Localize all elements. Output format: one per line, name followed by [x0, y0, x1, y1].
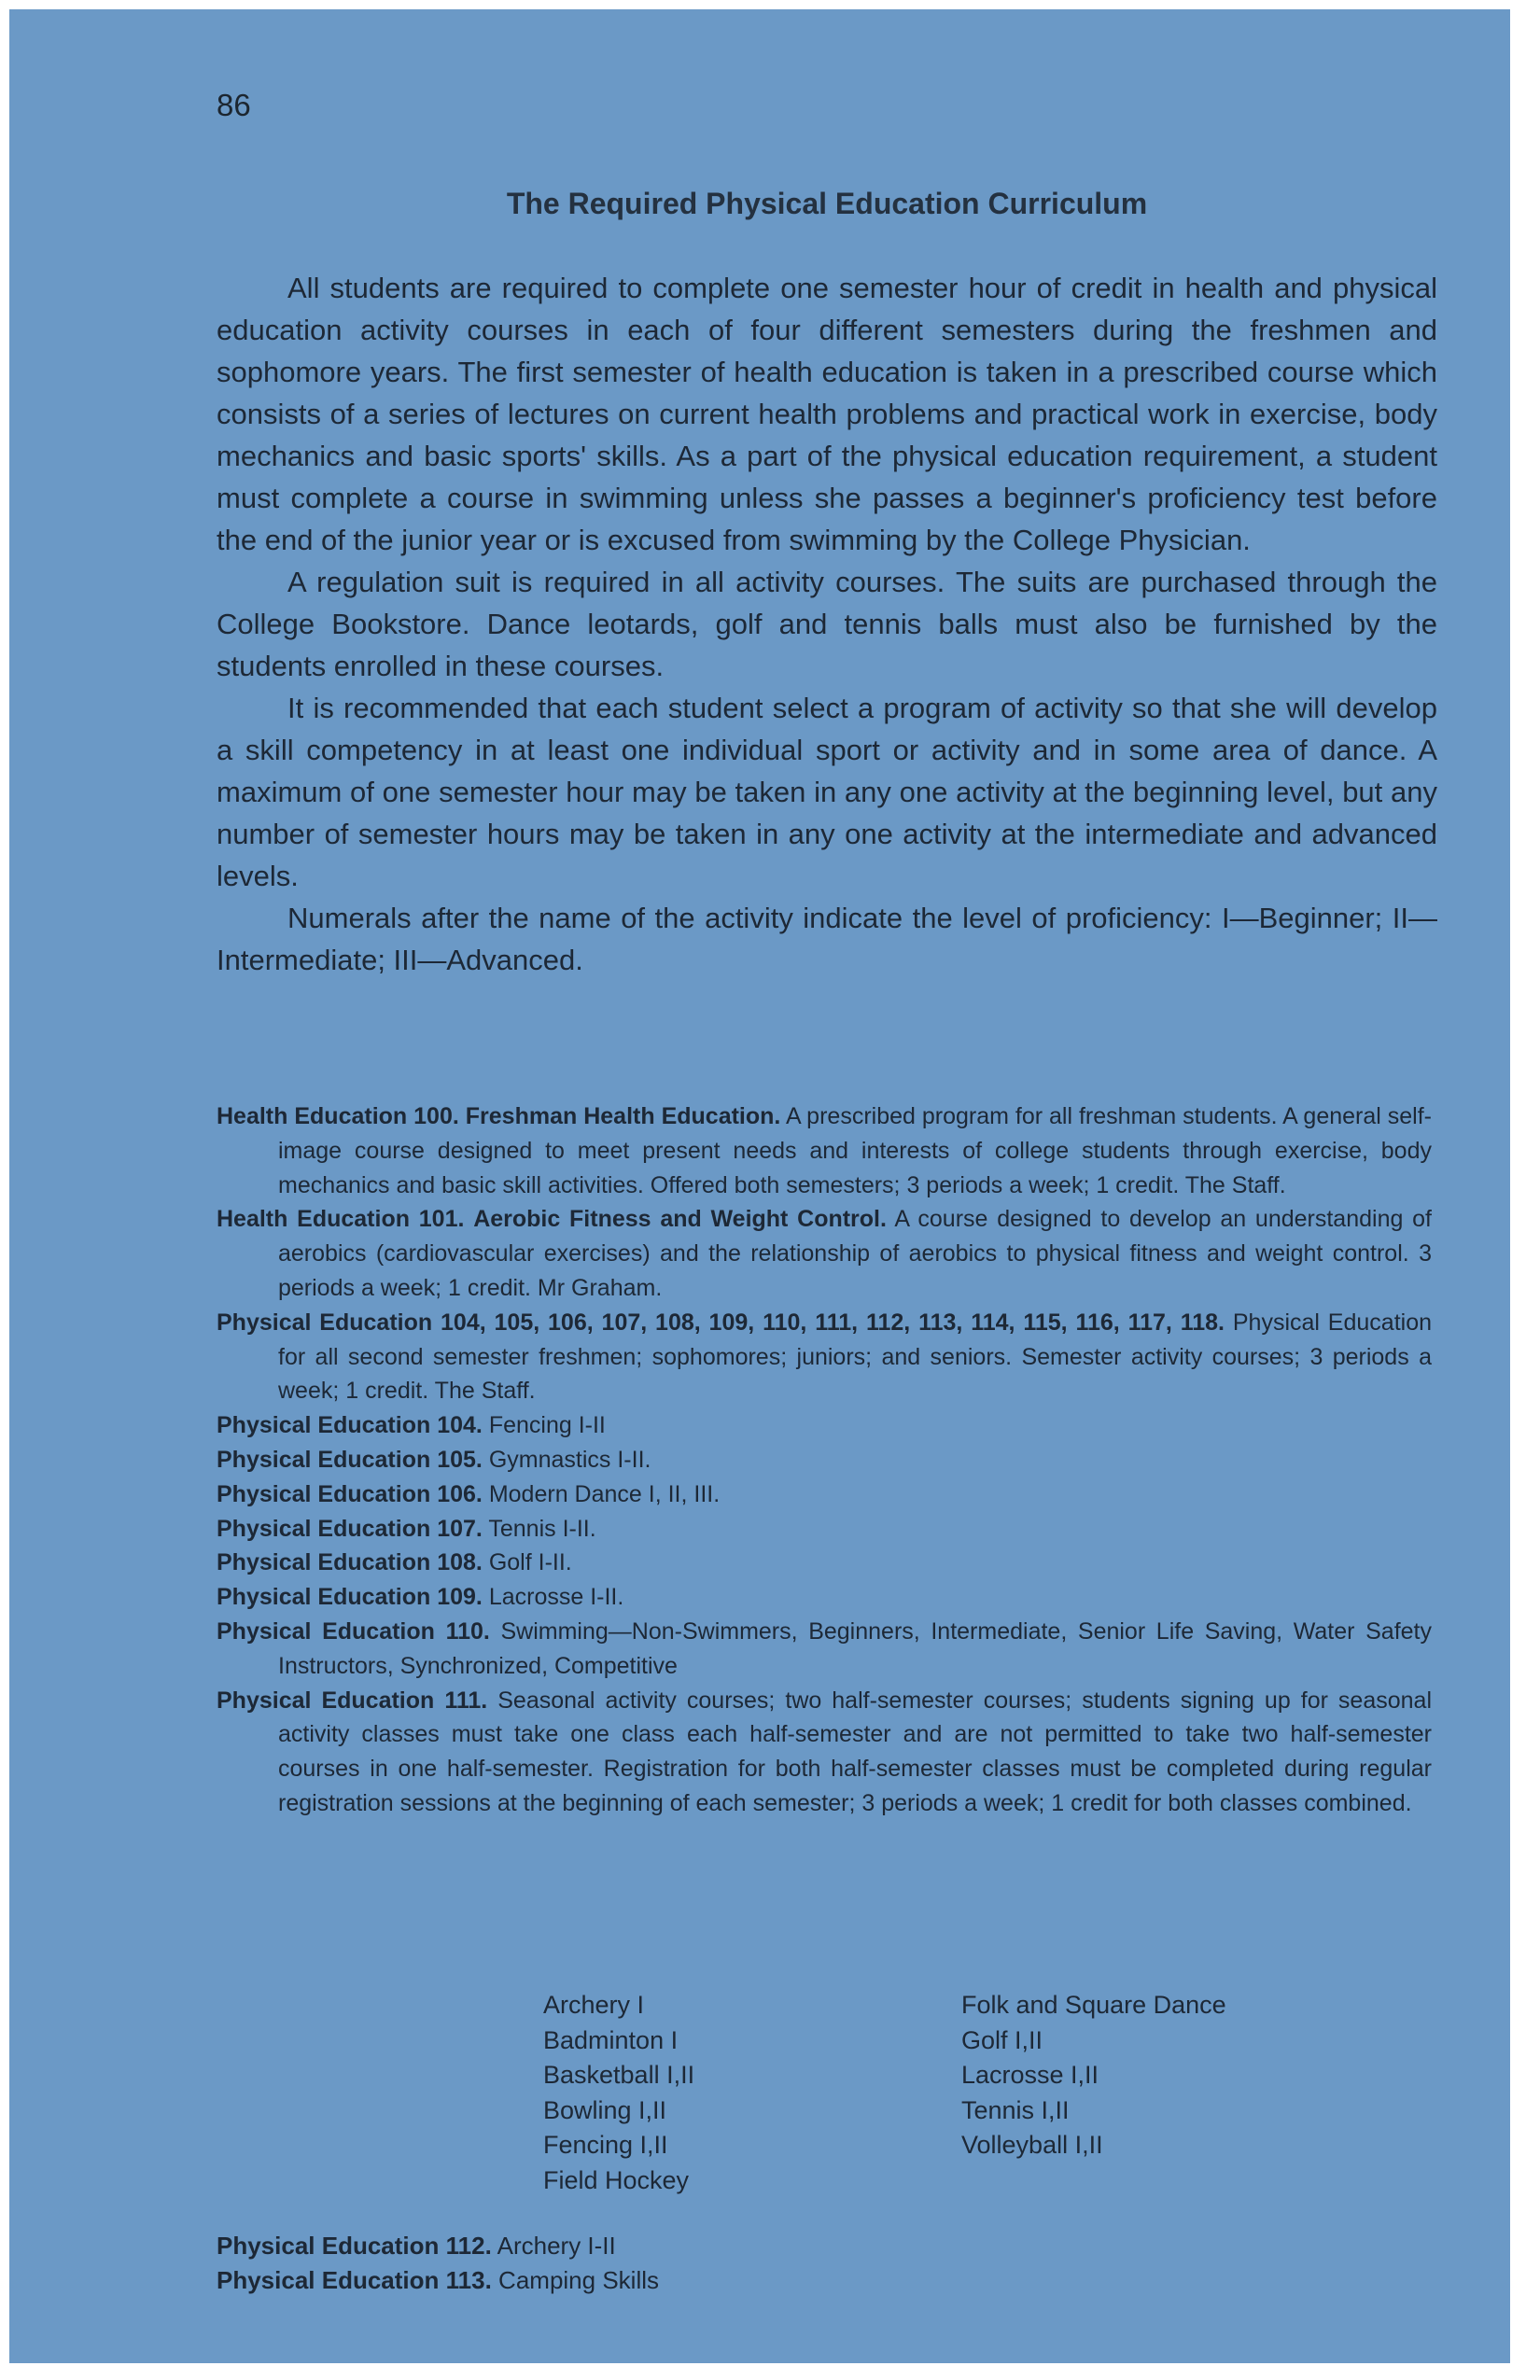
course-name: Physical Education [217, 1446, 431, 1473]
page-title: The Required Physical Education Curriculum [506, 187, 1148, 220]
course-name: Physical Education [217, 2232, 440, 2260]
course-name: Physical Education [217, 1617, 435, 1645]
activity-item: Field Hockey [543, 2165, 690, 2194]
course-name: Physical Education [217, 2266, 440, 2294]
course-number: 107. [437, 1515, 483, 1542]
catalog-page [9, 9, 1510, 2363]
course-entry [217, 1099, 1432, 1202]
activity-item: Lacrosse I,II [961, 2061, 1099, 2089]
course-number: 113. [445, 2266, 492, 2294]
course-name: Physical Education [217, 1549, 431, 1576]
activities-column-right [961, 1988, 1226, 2163]
activity-item: Basketball I,II [543, 2061, 695, 2089]
course-number: 104. [437, 1412, 483, 1439]
course-name: Physical Education [217, 1515, 431, 1542]
course-number: 104, 105, 106, 107, 108, 109, 110, 111, 112, 113, 114, 115, 116, 117, 118. [441, 1309, 1225, 1336]
intro-paragraph: All students are required to complete one semester hour of credit in health and physical education activity courses in each of four different semesters during the freshmen and sophomore years. The first semester of health education is taken in a prescribed course which consists of a series of lectures on current health problems and practical work in exercise, body mechanics and basic sports' skills. As a part of the physical education requirement, a student must complete a course in swimming unless she passes a beginner's proficiency test before the end of the junior year or is excused from swimming by the College Physician. [217, 272, 1437, 556]
course-entry [217, 2229, 659, 2263]
activity-item: Tennis I,II [961, 2095, 1070, 2124]
course-name: Physical Education [217, 1412, 431, 1439]
course-description: Lacrosse I-II. [488, 1584, 624, 1611]
course-number: 112. [445, 2232, 492, 2260]
activity-item: Volleyball I,II [961, 2131, 1103, 2159]
activity-item: Golf I,II [961, 2025, 1043, 2054]
course-name: Physical Education [217, 1309, 433, 1336]
course-number: 101. [418, 1206, 465, 1233]
course-entry [217, 1443, 1432, 1477]
course-title: Freshman Health Education. [465, 1103, 781, 1129]
course-description: Tennis I-II. [488, 1515, 596, 1542]
course-name: Physical Education [217, 1584, 431, 1611]
course-list [217, 1099, 1432, 1821]
activity-item: Archery I [543, 1991, 645, 2019]
course-entry [217, 1512, 1432, 1547]
course-entry [217, 1306, 1432, 1408]
course-description: Seasonal activity courses; two half-semester courses; students signing up for seasonal activity classes must take one class each half-semester and are not permitted to take two half-semester courses in one half-semester. Registration for both half-semester classes must be completed during regular registration sessions at the beginning of each semester; 3 periods a week; 1 credit for both classes combined. [278, 1687, 1432, 1816]
course-entry [217, 2263, 659, 2298]
course-number: 105. [437, 1446, 483, 1473]
page-number: 86 [217, 88, 251, 122]
course-entry [217, 1580, 1432, 1615]
course-name: Physical Education [217, 1687, 435, 1714]
activity-item: Folk and Square Dance [961, 1991, 1226, 2019]
course-entry [217, 1615, 1432, 1684]
course-description: A course designed to develop an understanding of aerobics (cardiovascular exercises) and the relationship of aerobics to physical fitness and weight control. 3 periods a week; 1 credit. Mr Graham. [278, 1206, 1432, 1301]
course-description: Physical Education for all second semester freshmen; sophomores; juniors; and seniors. Semester activity courses; 3 periods a week; 1 credit. The Staff. [278, 1309, 1432, 1405]
course-description: Archery I-II [497, 2232, 616, 2260]
course-entry [217, 1546, 1432, 1580]
course-entry [217, 1408, 1432, 1443]
intro-paragraph: A regulation suit is required in all activity courses. The suits are purchased through the College Bookstore. Dance leotards, golf and tennis balls must also be furnished by the students enrolled in these courses. [217, 566, 1437, 682]
activity-item: Bowling I,II [543, 2095, 667, 2124]
course-title: Aerobic Fitness and Weight Control. [473, 1206, 887, 1233]
activity-item: Fencing I,II [543, 2131, 668, 2159]
course-number: 110. [445, 1617, 490, 1645]
course-entry [217, 1202, 1432, 1305]
activity-item: Badminton I [543, 2025, 679, 2054]
course-name: Health Education [217, 1103, 408, 1129]
course-description: Swimming—Non-Swimmers, Beginners, Intermediate, Senior Life Saving, Water Safety Instructors, Synchronized, Competitive [278, 1617, 1432, 1679]
intro-text [217, 267, 1437, 981]
activities-column-left [543, 1988, 694, 2198]
course-number: 100. [413, 1103, 459, 1129]
course-entry [217, 1477, 1432, 1512]
course-description: Camping Skills [498, 2266, 659, 2294]
course-description: Fencing I-II [488, 1412, 606, 1439]
course-description: Modern Dance I, II, III. [488, 1480, 721, 1507]
intro-paragraph: It is recommended that each student select a program of activity so that she will develop a skill competency in at least one individual sport or activity and in some area of dance. A maximum of one semester hour may be taken in any one activity at the beginning level, but any number of semester hours may be taken in any one activity at the intermediate and advanced levels. [217, 692, 1437, 892]
course-name: Physical Education [217, 1480, 431, 1507]
course-description: A prescribed program for all freshman students. A general self-image course designed to meet present needs and interests of college students through exercise, body mechanics and basic skill activities. Offered both semesters; 3 periods a week; 1 credit. The Staff. [278, 1103, 1432, 1198]
extra-course-list [217, 2229, 659, 2298]
course-name: Health Education [217, 1206, 410, 1233]
course-number: 111. [444, 1687, 488, 1714]
course-description: Golf I-II. [488, 1549, 572, 1576]
course-number: 109. [437, 1584, 483, 1611]
course-description: Gymnastics I-II. [488, 1446, 651, 1473]
course-entry [217, 1684, 1432, 1821]
course-number: 106. [437, 1480, 483, 1507]
intro-paragraph: Numerals after the name of the activity indicate the level of proficiency: I—Beginner; II—Intermediate; III—Advanced. [217, 902, 1437, 976]
course-number: 108. [437, 1549, 483, 1576]
